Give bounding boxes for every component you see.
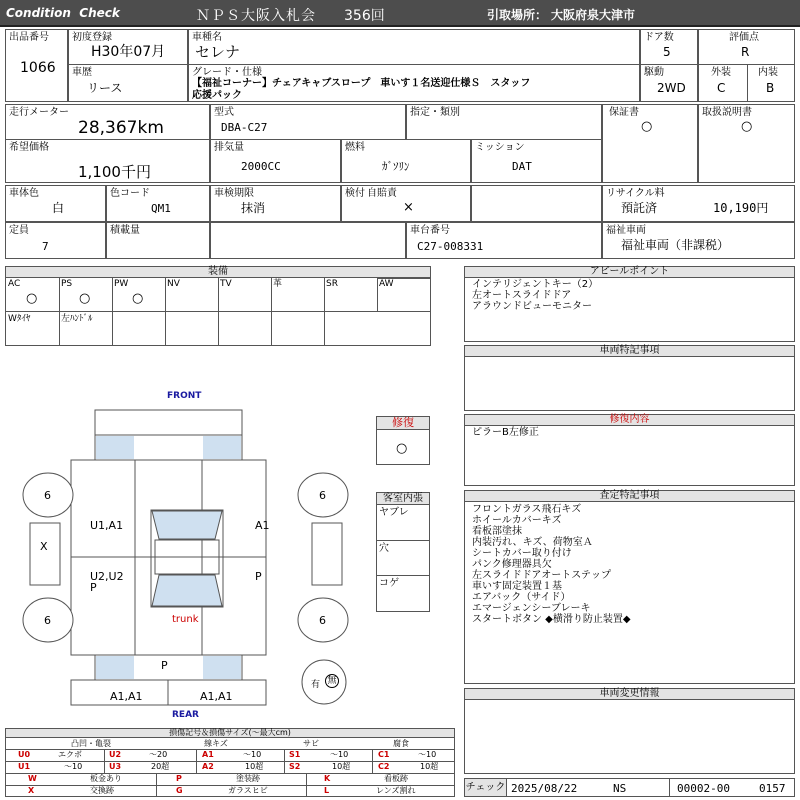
vehicle-notes-box xyxy=(464,356,795,411)
legend-code-x: X xyxy=(28,786,35,795)
inspection-note-4: 内装汚れ、キズ、荷物室Ａ xyxy=(472,537,593,548)
exterior-box xyxy=(698,64,748,102)
mileage-box xyxy=(5,104,210,140)
load-box xyxy=(106,222,210,259)
footer-seq: 0157 xyxy=(759,782,786,795)
inspection-label: 車検期限 xyxy=(214,188,254,199)
manual-box xyxy=(698,104,795,183)
check-label: チェック xyxy=(465,779,507,796)
insurance-box xyxy=(341,185,471,222)
interior-label: 内装 xyxy=(758,67,778,78)
legend-code-k: K xyxy=(324,774,331,783)
grade-box xyxy=(188,64,640,102)
legend-code-w: W xyxy=(28,774,37,783)
legend-code-s1: S1 xyxy=(289,750,301,759)
inspection-note-8: 車いす固定装置１基 xyxy=(472,581,562,592)
repair-history-value: ○ xyxy=(396,441,408,456)
legend-code-g: G xyxy=(176,786,183,795)
legend-group-scratch: 線キズ xyxy=(204,739,228,748)
footer-box xyxy=(464,778,795,797)
mark-bumper-left: A1,A1 xyxy=(110,690,143,703)
warranty-label: 保証書 xyxy=(609,107,639,118)
inspection-note-11: スタートボタン ◆横滑り防止装置◆ xyxy=(472,614,631,625)
vehicle-notes-title: 車両特記事項 xyxy=(464,345,795,357)
welfare-value: 福祉車両（非課税） xyxy=(621,238,730,252)
interior-box xyxy=(747,64,795,102)
warranty-value: ○ xyxy=(641,119,653,134)
legend-text-p: 塗装跡 xyxy=(236,774,260,783)
first-reg-box xyxy=(68,29,188,65)
chassis-value: C27-008331 xyxy=(417,240,484,253)
tire-rear-left: 6 xyxy=(44,614,51,627)
first-reg-label: 初度登録 xyxy=(72,32,112,43)
recycle-status: 預託済 xyxy=(621,201,658,215)
equip-pw-value: ○ xyxy=(132,291,144,306)
exterior-value: C xyxy=(717,81,726,95)
inspection-note-1: フロントガラス飛石キズ xyxy=(472,504,582,515)
legend-group-corrosion: 腐食 xyxy=(393,739,409,748)
mission-label: ミッション xyxy=(475,142,525,153)
appeal-box xyxy=(464,277,795,342)
inspection-note-7: 左スライドドアオートステップ xyxy=(472,570,611,581)
legend-text-s2: 10超 xyxy=(332,762,351,771)
body-color-value: 白 xyxy=(52,201,65,215)
legend-text-s1: 〜10 xyxy=(330,750,349,759)
legend-code-l: L xyxy=(324,786,330,795)
equip-pw-label: PW xyxy=(114,279,129,289)
legend-text-u2: 〜20 xyxy=(149,750,168,759)
inspection-notes-title: 査定特記事項 xyxy=(464,490,795,502)
change-info-box xyxy=(464,699,795,774)
pickup-place: 大阪府泉大津市 xyxy=(551,8,636,22)
displacement-value: 2000CC xyxy=(241,160,281,173)
trunk-label: trunk xyxy=(172,614,199,625)
legend-text-c2: 10超 xyxy=(420,762,439,771)
inspection-note-2: ホイールカバーキズ xyxy=(472,515,562,526)
cabin-item-hole: 穴 xyxy=(379,543,389,554)
fuel-label: 燃料 xyxy=(345,142,365,153)
manual-label: 取扱説明書 xyxy=(702,107,752,118)
history-box xyxy=(68,64,188,102)
type-box xyxy=(406,104,602,140)
tire-front-right: 6 xyxy=(319,489,326,502)
legend-code-u0: U0 xyxy=(18,750,31,759)
grade-line-2: 応援パック xyxy=(192,90,242,101)
type-label: 指定・類別 xyxy=(410,107,460,118)
appeal-line-1: インテリジェントキー（2） xyxy=(472,279,599,290)
mark-right-front: A1 xyxy=(255,519,270,532)
model-label: 車種名 xyxy=(192,32,222,43)
car-diagram xyxy=(0,380,376,725)
history-label: 車歴 xyxy=(72,67,92,78)
legend-code-c2: C2 xyxy=(378,762,390,771)
lot-box xyxy=(5,29,68,102)
tire-rear-right: 6 xyxy=(319,614,326,627)
first-reg-value: H30年07月 xyxy=(91,44,166,60)
doors-value: 5 xyxy=(663,45,671,59)
legend-text-x: 交換跡 xyxy=(90,786,114,795)
equip-tv-label: TV xyxy=(220,279,232,289)
legend-text-u3: 20超 xyxy=(151,762,170,771)
legend-text-a1: 〜10 xyxy=(243,750,262,759)
grade-score-box xyxy=(698,29,795,65)
drive-label: 駆動 xyxy=(644,67,664,78)
cabin-item-burn: コゲ xyxy=(379,578,399,589)
recycle-fee: 10,190円 xyxy=(713,201,769,215)
load-label: 積載量 xyxy=(110,225,140,236)
legend-code-u2: U2 xyxy=(109,750,122,759)
equip-ps-label: PS xyxy=(61,279,73,289)
inspection-notes-box xyxy=(464,501,795,684)
equip-leather-label: 革 xyxy=(273,279,283,289)
lot-number: 1066 xyxy=(20,60,56,76)
inspection-note-3: 看板部塗抹 xyxy=(472,526,522,537)
appeal-title: アピールポイント xyxy=(464,266,795,278)
capacity-label: 定員 xyxy=(9,225,29,236)
checker: NS xyxy=(613,782,627,795)
tire-front-left: 6 xyxy=(44,489,51,502)
header-bar xyxy=(0,0,800,27)
recycle-box xyxy=(602,185,795,222)
model-code-value: DBA-C27 xyxy=(221,121,268,134)
repair-detail-line-1: ピラーB左修正 xyxy=(472,427,539,438)
legend-code-u1: U1 xyxy=(18,762,31,771)
recycle-label: リサイクル料 xyxy=(606,188,665,199)
pickup-label: 引取場所： xyxy=(487,8,548,22)
mission-box xyxy=(471,139,602,183)
change-info-title: 車両変更情報 xyxy=(464,688,795,700)
appeal-line-3: アラウンドビューモニター xyxy=(472,301,592,312)
chassis-box xyxy=(406,222,602,259)
legend-code-c1: C1 xyxy=(378,750,390,759)
doors-box xyxy=(640,29,698,65)
mileage-value: 28,367km xyxy=(78,118,164,138)
price-box xyxy=(5,139,210,183)
cabin-item-tear: ヤブレ xyxy=(379,507,409,518)
doors-label: ドア数 xyxy=(644,32,674,43)
inspection-note-5: シートカバー取り付け xyxy=(472,548,572,559)
legend-text-k: 看板跡 xyxy=(384,774,408,783)
legend-code-s2: S2 xyxy=(289,762,301,771)
inspection-note-10: エマージェンシーブレーキ xyxy=(472,603,591,614)
body-color-box xyxy=(5,185,106,222)
legend-code-a2: A2 xyxy=(202,762,214,771)
fuel-box xyxy=(341,139,471,183)
exterior-label: 外装 xyxy=(711,67,731,78)
front-label: FRONT xyxy=(167,391,202,401)
equip-ac-label: AC xyxy=(8,279,21,289)
mark-left-side: X xyxy=(40,540,48,553)
inspection-note-6: パンク修理器具欠 xyxy=(472,559,552,570)
repair-history-title: 修復 xyxy=(376,416,430,430)
insurance-value: × xyxy=(403,200,414,215)
spare-tire-value: 無 xyxy=(325,674,339,688)
rear-label: REAR xyxy=(172,710,199,720)
blank-box-1 xyxy=(471,185,602,222)
insurance-prefix: 検付 xyxy=(345,188,365,199)
price-value: 1,100千円 xyxy=(78,163,151,181)
auction-session: 356回 xyxy=(344,8,385,24)
displacement-box xyxy=(210,139,341,183)
equip-nv-label: NV xyxy=(167,279,180,289)
manual-value: ○ xyxy=(741,119,753,134)
auction-name: ＮＰＳ大阪入札会 xyxy=(196,8,316,24)
legend-text-a2: 10超 xyxy=(245,762,264,771)
mission-value: DAT xyxy=(512,160,532,173)
repair-detail-box xyxy=(464,425,795,486)
legend-code-p: P xyxy=(176,774,182,783)
grade-label: グレード・仕様 xyxy=(192,67,262,78)
drive-box xyxy=(640,64,698,102)
mark-left-front: U1,A1 xyxy=(90,519,124,532)
lot-label: 出品番号 xyxy=(9,32,49,43)
equip-lefthandle-label: 左ﾊﾝﾄﾞﾙ xyxy=(61,314,93,324)
chassis-label: 車台番号 xyxy=(410,225,450,236)
blank-box-2 xyxy=(210,222,406,259)
grade-score-label: 評価点 xyxy=(729,32,759,43)
inspection-note-9: エアバック（サイド） xyxy=(472,592,571,603)
equip-sr-label: SR xyxy=(326,279,338,289)
capacity-value: 7 xyxy=(42,240,49,253)
color-code-value: QM1 xyxy=(151,202,171,215)
legend-text-u1: 〜10 xyxy=(64,762,83,771)
mark-left-rear-1: U2,U2 xyxy=(90,570,124,583)
price-label: 希望価格 xyxy=(9,142,49,153)
legend-box xyxy=(5,737,455,797)
appeal-line-2: 左オートスライドドア xyxy=(472,290,572,301)
legend-code-a1: A1 xyxy=(202,750,214,759)
interior-value: B xyxy=(766,81,775,95)
mark-right-rear: P xyxy=(255,570,262,583)
legend-text-l: レンズ割れ xyxy=(376,786,416,795)
equip-ac-value: ○ xyxy=(26,291,38,306)
displacement-label: 排気量 xyxy=(214,142,244,153)
grade-score-value: R xyxy=(741,45,750,59)
legend-title: 損傷記号＆損傷サイズ(〜最大cm) xyxy=(5,728,455,738)
equip-wtire-label: Wﾀｲﾔ xyxy=(8,314,31,324)
body-color-label: 車体色 xyxy=(9,188,39,199)
legend-group-rust: サビ xyxy=(303,739,319,748)
equipment-grid xyxy=(5,277,431,346)
drive-value: 2WD xyxy=(657,81,686,95)
legend-group-dent: 凸凹・亀裂 xyxy=(71,739,111,748)
legend-code-u3: U3 xyxy=(109,762,122,771)
mark-bumper-right: A1,A1 xyxy=(200,690,233,703)
model-box xyxy=(188,29,640,65)
mark-back-center: P xyxy=(161,659,168,672)
color-code-label: 色コード xyxy=(110,188,150,199)
welfare-label: 福祉車両 xyxy=(606,225,646,236)
cabin-box xyxy=(376,504,430,612)
mileage-label: 走行メーター xyxy=(9,107,69,118)
repair-detail-title: 修復内容 xyxy=(464,414,795,426)
welfare-box xyxy=(602,222,795,259)
spare-tire-label: 有 xyxy=(311,680,321,690)
warranty-box xyxy=(602,104,698,183)
brand-title: Condition Check xyxy=(6,6,120,20)
color-code-box xyxy=(106,185,210,222)
model-code-label: 型式 xyxy=(214,107,234,118)
insurance-label: 自賠責 xyxy=(367,188,397,199)
equip-ps-value: ○ xyxy=(79,291,91,306)
fuel-value: ｶﾞｿﾘﾝ xyxy=(382,160,410,173)
model-value: セレナ xyxy=(195,43,241,61)
repair-history-box xyxy=(376,429,430,465)
footer-number: 00002-00 xyxy=(677,782,730,795)
legend-text-g: ガラスヒビ xyxy=(228,786,268,795)
legend-text-c1: 〜10 xyxy=(418,750,437,759)
legend-text-u0: エクボ xyxy=(58,750,82,759)
inspection-box xyxy=(210,185,341,222)
model-code-box xyxy=(210,104,406,140)
check-date: 2025/08/22 xyxy=(511,782,578,795)
equip-aw-label: AW xyxy=(379,279,394,289)
capacity-box xyxy=(5,222,106,259)
history-value: リース xyxy=(87,81,123,95)
inspection-value: 抹消 xyxy=(241,201,266,215)
cabin-title: 客室内張 xyxy=(376,492,430,505)
equipment-title: 装備 xyxy=(5,266,431,278)
grade-line-1: 【福祉コーナー】チェアキャブスロープ 車いす１名送迎仕様Ｓ スタッフ xyxy=(192,78,531,89)
legend-text-w: 板金あり xyxy=(90,774,122,783)
mark-left-rear-2: P xyxy=(90,581,97,594)
